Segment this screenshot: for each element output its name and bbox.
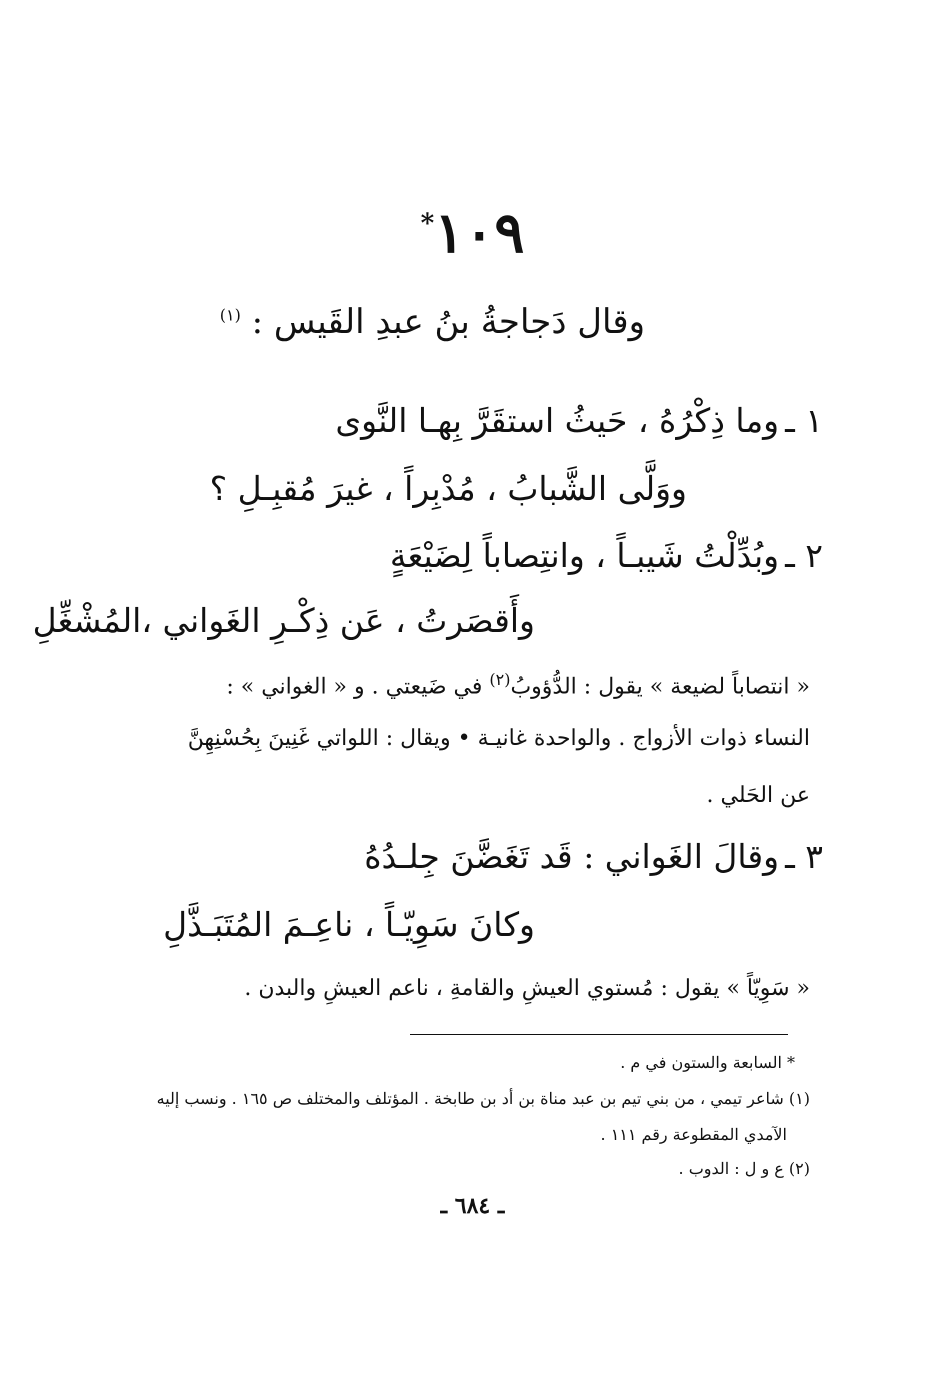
footnote-ref-1: (١) bbox=[219, 305, 241, 325]
poem-intro bbox=[120, 300, 645, 344]
footnote-1-line-2 bbox=[601, 1124, 787, 1146]
page-number: ـ ٦٨٤ ـ bbox=[440, 1193, 505, 1219]
poem-number-mark: * bbox=[420, 209, 435, 239]
commentary-3-text: « سَوِيّاً » يقول : مُستوي العيشِ والقامةِ ، ناعم العيشِ والبدن . bbox=[244, 976, 810, 1001]
verse-2-h2-text: وأَقصَرتُ ، عَن ذِكْـرِ الغَواني ،المُشْغِّلِ bbox=[32, 601, 535, 640]
footnote-1-text-b: الآمدي المقطوعة رقم ١١١ . bbox=[600, 1125, 787, 1144]
footnote-1-line-1 bbox=[157, 1088, 810, 1110]
verse-3-h1-text: وقالَ الغَواني : قَد تَغَضَّنَ جِلـدُهُ bbox=[364, 837, 780, 876]
verse-3-h2-text: وكانَ سَوِيّـاً ، ناعِـمَ المُتَبَـذَّلِ bbox=[163, 905, 535, 944]
verse-3-hemistich-1 bbox=[364, 836, 823, 879]
commentary-1-line-3 bbox=[707, 782, 811, 811]
poem-intro-text: وقال دَجاجةُ بنُ عبدِ القَيس : bbox=[251, 302, 645, 342]
footnote-ref-2: (٢) bbox=[489, 670, 511, 689]
verse-1-hemistich-2 bbox=[210, 468, 687, 511]
commentary-1-text-d: عن الحَلي . bbox=[706, 783, 810, 808]
commentary-1-line-2 bbox=[188, 725, 810, 754]
footnote-1-text-a: (١) شاعر تيمي ، من بني تيم بن عبد مناة بن أد بن طابخة . المؤتلف والمختلف ص ١٦٥ . ونسب إليه bbox=[156, 1089, 810, 1108]
footnote-2 bbox=[679, 1158, 810, 1180]
commentary-1-text-c: النساء ذوات الأزواج . والواحدة غانيـة • ويقال : اللواتي غَنِينَ بِحُسْنِهِنَّ bbox=[187, 726, 810, 751]
verse-2-number: ٢ ـ bbox=[785, 536, 823, 575]
verse-1-h1-text: وما ذِكْرُهُ ، حَيثُ استقَرَّ بِهـا النَّوى bbox=[335, 401, 780, 440]
commentary-3 bbox=[244, 975, 810, 1004]
footnote-separator bbox=[410, 1034, 788, 1035]
commentary-1-line-1 bbox=[226, 670, 810, 702]
verse-1-hemistich-1 bbox=[335, 400, 823, 443]
verse-3-number: ٣ ـ bbox=[785, 837, 823, 876]
commentary-1-text-a: « انتصاباً لضيعة » يقول : الدُّؤوبُ bbox=[510, 674, 810, 700]
verse-1-h2-text: ووَلَّى الشَّبابُ ، مُدْبِراً ، غيرَ مُقبِـلِ ؟ bbox=[209, 469, 687, 508]
verse-1-number: ١ ـ bbox=[785, 401, 823, 440]
footnote-star bbox=[620, 1052, 795, 1074]
verse-2-h1-text: وبُدِّلْتُ شَيبـاً ، وانتِصاباً لِضَيْعَةٍ bbox=[389, 536, 780, 575]
commentary-1-text-b: في ضَيعتي . و « الغواني » : bbox=[226, 674, 483, 700]
poem-number-value: ١٠٩ bbox=[434, 200, 525, 266]
footnote-star-text: * السابعة والستون في م . bbox=[620, 1053, 795, 1072]
footnote-2-text: (٢) ع و ل : الدوب . bbox=[678, 1159, 810, 1178]
verse-2-hemistich-1 bbox=[390, 535, 823, 578]
poem-number bbox=[0, 200, 945, 266]
verse-2-hemistich-2 bbox=[33, 600, 535, 643]
verse-3-hemistich-2 bbox=[163, 904, 535, 947]
